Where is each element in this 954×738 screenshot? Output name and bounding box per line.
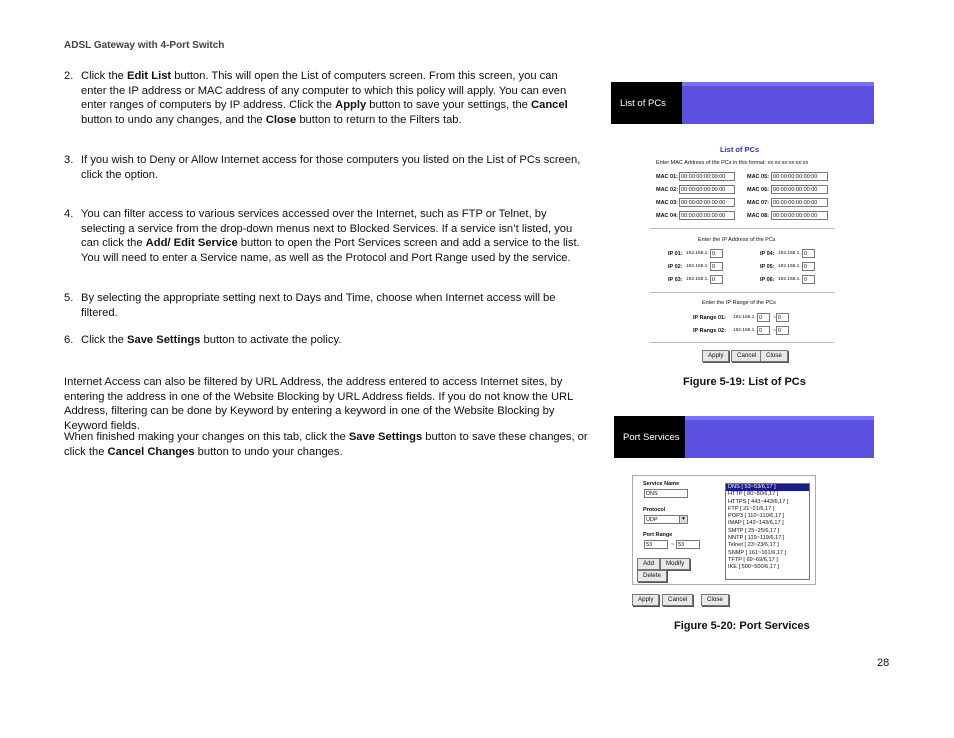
page-number: 28 — [877, 657, 890, 669]
mac-label: MAC 05: — [747, 174, 770, 180]
mac-address-field[interactable]: 00:00:00:00:00:00 — [771, 211, 828, 220]
ip-label: IP 01: — [668, 251, 683, 257]
ip-label: IP 05: — [760, 264, 775, 270]
service-list-item[interactable]: NNTP [ 119~119/6,17 ] — [728, 535, 785, 542]
list-of-pcs-header-label: List of PCs — [611, 82, 682, 124]
protocol-select[interactable] — [644, 515, 688, 524]
figure-5-20-caption: Figure 5-20: Port Services — [674, 620, 810, 632]
apply-button[interactable]: Apply — [702, 350, 729, 362]
step-text — [81, 291, 586, 320]
step-number: 4. — [64, 208, 74, 220]
list-of-pcs-header-bar — [611, 82, 874, 124]
text-run: button to activate the policy. — [200, 334, 342, 346]
mac-label: MAC 04: — [656, 213, 679, 219]
close-button[interactable]: Close — [760, 350, 788, 362]
ip-range-label: IP Range 01: — [693, 315, 726, 321]
step-item — [64, 69, 586, 127]
ip-prefix: 192.168.1. — [686, 251, 709, 256]
text-run: button to save these changes, or click the — [64, 431, 588, 458]
bold-term: Save Settings — [127, 334, 201, 346]
text-run: When finished making your changes on this tab, click the — [64, 431, 349, 443]
port-range-label: Port Range — [643, 532, 673, 538]
text-run: button to undo your changes. — [194, 445, 343, 458]
ip-octet-field[interactable]: 0 — [710, 275, 723, 284]
mac-address-field[interactable]: 00:00:00:00:00:00 — [771, 198, 828, 207]
apply-button[interactable]: Apply — [632, 594, 659, 606]
add-button[interactable]: Add — [637, 558, 660, 570]
service-list-item[interactable]: FTP [ 21~21/6,17 ] — [728, 505, 775, 512]
ip-octet-field[interactable]: 0 — [802, 275, 815, 284]
protocol-label: Protocol — [643, 507, 666, 513]
bold-term: Cancel — [531, 99, 568, 112]
bold-term: Close — [265, 113, 297, 126]
mac-address-field[interactable]: 00:00:00:00:00:00 — [679, 185, 735, 194]
step-item — [64, 291, 586, 320]
separator — [650, 292, 834, 293]
mac-address-field[interactable]: 00:00:00:00:00:00 — [771, 172, 828, 181]
list-of-pcs-title: List of PCs — [720, 145, 760, 154]
mac-address-field[interactable]: 00:00:00:00:00:00 — [679, 172, 735, 181]
service-list-item[interactable]: TFTP [ 69~69/6,17 ] — [728, 556, 778, 563]
step-text — [81, 333, 586, 348]
mac-label: MAC 01: — [656, 174, 679, 180]
ip-range-label: IP Range 02: — [693, 328, 726, 334]
service-list-item[interactable]: DNS [ 53~53/6,17 ] — [726, 484, 809, 491]
text-run: button. This will open the List of computers screen. From this screen, you can enter the IP address or MAC address of any computer to which this policy will apply. You can even enter ranges of computers by IP address. Click the — [81, 70, 567, 112]
mac-label: MAC 06: — [747, 187, 770, 193]
ip-label: IP 04: — [760, 251, 775, 257]
ip-label: IP 02: — [668, 264, 683, 270]
step-text — [81, 153, 586, 182]
ip-prefix: 192.168.1. — [778, 277, 801, 282]
ip-octet-field[interactable]: 0 — [710, 249, 723, 258]
step-item — [64, 153, 586, 182]
bold-term: Cancel Changes — [107, 445, 195, 458]
service-name-label: Service Name — [643, 481, 680, 487]
ip-octet-field[interactable]: 0 — [710, 262, 723, 271]
cancel-button[interactable]: Cancel — [662, 594, 693, 606]
text-run: You can filter access to various services accessed over the Internet, such as FTP or Telnet, by selecting a service from the drop-down menus next to Blocked Services. If a service isn’t listed, you can click the — [81, 208, 573, 250]
mac-address-field[interactable]: 00:00:00:00:00:00 — [679, 211, 735, 220]
port-services-header-bar — [614, 416, 874, 458]
mac-address-field[interactable]: 00:00:00:00:00:00 — [771, 185, 828, 194]
ip-prefix: 192.168.1. — [733, 315, 756, 320]
port-range-separator: ~ — [671, 542, 675, 548]
step-text — [81, 69, 586, 127]
text-run: button to open the Port Services screen and add a service to the list. You will need to enter a Service name, as well as the Protocol and Port Range used by the service. — [81, 237, 580, 264]
ip-range-end-field[interactable]: 0 — [776, 326, 789, 335]
text-run: Click the — [81, 70, 128, 82]
ip-prefix: 192.168.1. — [733, 328, 756, 333]
ip-range-end-field[interactable]: 0 — [776, 313, 789, 322]
text-run: Click the — [81, 334, 128, 346]
service-list-item[interactable]: IMAP [ 143~143/6,17 ] — [728, 520, 784, 527]
bold-term: Edit List — [127, 70, 172, 82]
text-run: button to undo any changes, and the — [81, 113, 266, 126]
service-list-item[interactable]: HTTP [ 80~80/6,17 ] — [728, 491, 779, 498]
service-list-item[interactable]: POP3 [ 110~110/6,17 ] — [728, 513, 785, 520]
bold-term: Add/ Edit Service — [145, 237, 238, 250]
separator — [650, 342, 834, 343]
ip-prefix: 192.168.1. — [778, 251, 801, 256]
mac-instruction: Enter MAC Address of the PCs in this format: xx:xx:xx:xx:xx:xx — [656, 160, 809, 166]
ip-label: IP 03: — [668, 277, 683, 283]
ip-prefix: 192.168.1. — [686, 264, 709, 269]
text-run: button to return to the Filters tab. — [296, 113, 462, 126]
document-header: ADSL Gateway with 4-Port Switch — [64, 40, 225, 51]
step-item — [64, 207, 586, 265]
mac-label: MAC 02: — [656, 187, 679, 193]
step-item — [64, 333, 586, 348]
mac-label: MAC 07: — [747, 200, 770, 206]
step-number: 5. — [64, 292, 74, 304]
range-separator: ~ — [773, 315, 777, 321]
port-range-end-field[interactable]: 53 — [676, 540, 700, 549]
url-filter-paragraph — [64, 375, 588, 433]
service-list-item[interactable]: SNMP [ 161~161/6,17 ] — [728, 549, 787, 556]
port-range-start-field[interactable]: 53 — [644, 540, 668, 549]
cancel-button[interactable]: Cancel — [731, 350, 762, 362]
ip-octet-field[interactable]: 0 — [802, 249, 815, 258]
figure-5-19-caption: Figure 5-19: List of PCs — [683, 376, 806, 388]
service-list-item[interactable]: HTTPS [ 443~443/6,17 ] — [728, 498, 789, 505]
text-run: If you wish to Deny or Allow Internet access for those computers you listed on the List of PCs screen, click the option. — [81, 154, 581, 181]
range-instruction: Enter the IP Range of the PCs — [702, 300, 776, 306]
service-name-field[interactable]: DNS — [644, 489, 688, 498]
delete-button[interactable]: Delete — [637, 570, 667, 582]
ip-prefix: 192.168.1. — [778, 264, 801, 269]
text-run: By selecting the appropriate setting next to Days and Time, choose when Internet access will be filtered. — [81, 292, 556, 319]
mac-label: MAC 08: — [747, 213, 770, 219]
step-number: 2. — [64, 70, 74, 82]
finish-paragraph — [64, 430, 588, 459]
bold-term: Apply — [335, 99, 367, 112]
close-button[interactable]: Close — [701, 594, 729, 606]
step-text — [81, 207, 586, 265]
mac-address-field[interactable]: 00:00:00:00:00:00 — [679, 198, 735, 207]
text-run: button to save your settings, the — [366, 99, 532, 112]
ip-range-start-field[interactable]: 0 — [757, 313, 770, 322]
ip-range-start-field[interactable]: 0 — [757, 326, 770, 335]
ip-label: IP 06: — [760, 277, 775, 283]
service-list-item[interactable]: SMTP [ 25~25/6,17 ] — [728, 527, 780, 534]
ip-octet-field[interactable]: 0 — [802, 262, 815, 271]
mac-label: MAC 03: — [656, 200, 679, 206]
ip-instruction: Enter the IP Address of the PCs — [698, 237, 776, 243]
services-listbox[interactable] — [725, 483, 810, 580]
protocol-value: UDP — [646, 517, 658, 523]
service-list-item[interactable]: Telnet [ 23~23/6,17 ] — [728, 542, 779, 549]
ip-prefix: 192.168.1. — [686, 277, 709, 282]
dropdown-arrow-icon: ▼ — [679, 516, 687, 523]
step-number: 6. — [64, 334, 74, 346]
text-run: Internet Access can also be filtered by URL Address, the address entered to access Internet sites, by entering the address in one of the Website Blocking by URL Address fields. If you do not know the URL Address, filtering can be done by Keyword by entering a keyword in one of the Website Blocking by Keyword fields. — [64, 376, 573, 432]
service-list-item[interactable]: IKE [ 500~500/6,17 ] — [728, 564, 780, 571]
modify-button[interactable]: Modify — [660, 558, 690, 570]
separator — [650, 228, 834, 229]
range-separator: ~ — [773, 328, 777, 334]
port-services-header-label: Port Services — [614, 416, 685, 458]
bold-term: Save Settings — [348, 431, 423, 443]
step-number: 3. — [64, 154, 74, 166]
